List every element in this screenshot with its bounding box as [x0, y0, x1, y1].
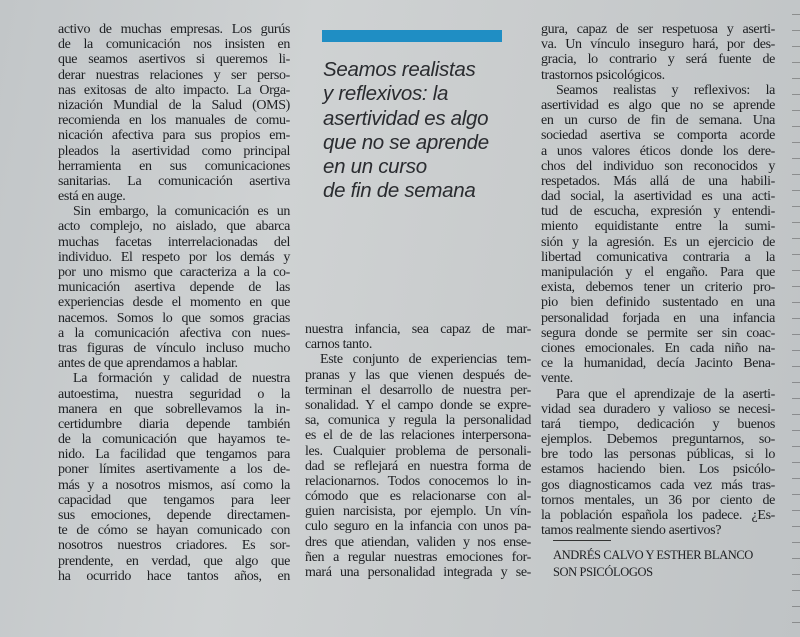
text-line: está en auge. — [58, 189, 126, 205]
text-line: miento equidistante entre la sumi- — [541, 219, 775, 235]
text-line: a unos valores éticos donde los dere- — [541, 143, 775, 159]
text-line: herramienta en sus comunicaciones — [58, 158, 290, 174]
text-line: pleados la asertividad como principal — [58, 143, 290, 159]
paragraph — [58, 22, 290, 204]
paragraph — [305, 352, 531, 580]
text-line: dres que atiendan, validen y nos ense- — [305, 534, 531, 550]
text-line: gracia, lo contrario y será fuente de — [541, 52, 775, 68]
text-line: antes de que aprendamos a hablar. — [58, 356, 238, 372]
text-line: pranas y las que vienen después de- — [305, 367, 531, 383]
text-line: relacionarnos. Todos conocemos lo in- — [305, 473, 531, 489]
text-line: sus emociones, depende directamen- — [58, 508, 290, 523]
text-line: poner límites asertivamente a los de- — [58, 462, 290, 478]
text-line: activo de muchas empresas. Los gurús — [58, 22, 290, 37]
text-line: derar nuestras relaciones y ser perso- — [58, 67, 290, 83]
text-line: nido. La facilidad que tengamos para — [58, 447, 290, 463]
text-line: La formación y calidad de nuestra — [73, 371, 290, 387]
text-line: por uno mismo que caracteriza a la co- — [58, 265, 290, 280]
paragraph — [58, 371, 290, 584]
text-line: gos diagnosticamos cada vez más tras- — [541, 477, 775, 493]
article-column-3 — [541, 22, 775, 538]
text-line: tamos realmente siendo asertivos? — [541, 523, 722, 539]
text-line: va. Un vínculo inseguro hará, por des- — [541, 37, 775, 53]
paragraph — [305, 322, 531, 352]
text-line: bre todo las personas públicas, si lo — [541, 447, 775, 463]
text-line: estamos haciendo bien. Los psicólo- — [541, 462, 775, 478]
text-line: ha ocurrido hace tantos años, en — [58, 568, 290, 584]
text-line: mará una personalidad integrada y se- — [305, 565, 531, 580]
pullquote-line: de fin de semana — [323, 179, 476, 203]
text-line: ejemplos. Debemos preguntarnos, so- — [541, 432, 775, 448]
paragraph — [541, 83, 775, 387]
text-line: nización Mundial de la Salud (OMS) — [58, 97, 290, 113]
article-column-1 — [58, 22, 290, 584]
text-line: ce la humanidad, decía Jacinto Bena- — [541, 356, 775, 372]
text-line: de la comunicación nos insisten en — [58, 37, 290, 53]
signature-divider — [553, 540, 611, 541]
text-line: tud de escucha, expresión y entendi- — [541, 204, 775, 220]
pullquote-line: asertividad es algo — [323, 106, 489, 130]
text-line: respetados. Más allá de una habili- — [541, 173, 775, 189]
text-line: gura, capaz de ser respetuosa y aserti- — [541, 22, 775, 37]
text-line: guien narcisista, por ejemplo. Un vín- — [305, 504, 531, 520]
text-line: tará tiempo, dedicación y buenos — [541, 416, 775, 432]
pullquote-line: que no se aprende — [323, 130, 489, 154]
author-signature — [553, 547, 753, 581]
text-line: en un curso de fin de semana. Una — [541, 113, 775, 129]
text-line: manera en que sobrellevamos la in- — [58, 401, 290, 417]
text-line: nuestra infancia, sea capaz de mar- — [305, 322, 531, 337]
text-line: muchas facetas interrelacionadas del — [58, 234, 290, 250]
text-line: Este conjunto de experiencias tem- — [320, 352, 531, 368]
text-line: exista, debemos tener un criterio pro- — [541, 280, 775, 296]
text-line: autoestima, nuestra seguridad o la — [58, 386, 290, 402]
text-line: municación asertiva depende de las — [58, 280, 290, 296]
text-line: a la comunicación afectiva con nues- — [58, 325, 290, 341]
text-line: libertad comunicativa contraria a la — [541, 249, 775, 265]
text-line: dad social, la asertividad es una acti- — [541, 189, 775, 205]
pullquote-line: Seamos realistas — [323, 58, 476, 81]
text-line: capacidad que tengamos para leer — [58, 492, 290, 508]
text-line: de la comunicación que hayamos te- — [58, 432, 290, 448]
text-line: cómodo que es relacionarse con al- — [305, 489, 531, 505]
text-line: la población española los padece. ¿Es- — [541, 508, 775, 523]
text-line: sa, comunica y regula la personalidad — [305, 413, 531, 429]
text-line: dad se reflejará en nuestra forma de — [305, 458, 531, 474]
pullquote-line: y reflexivos: la — [323, 82, 449, 106]
text-line: manipulación y el engaño. Para que — [541, 265, 775, 280]
text-line: sociedad asertiva se comporta acorde — [541, 128, 775, 144]
text-line: tras figuras de vínculo incluso mucho — [58, 340, 290, 356]
text-line: pio bien definido sustentado en una — [541, 295, 775, 311]
text-line: sión y la agresión. Es un ejercicio de — [541, 234, 775, 250]
text-line: prendente, en verdad, que algo que — [58, 553, 290, 569]
text-line: sanitarias. La comunicación asertiva — [58, 173, 290, 189]
text-line: vente. — [541, 371, 573, 387]
text-line: experiencias desde el momento en que — [58, 295, 290, 311]
text-line: acto complejo, no aislado, que abarca — [58, 219, 290, 235]
text-line: nacemos. Somos lo que somos gracias — [58, 310, 290, 326]
text-line: te de cómo se hayan comunicado con — [58, 523, 290, 539]
text-line: que seamos asertivos si queremos li- — [58, 52, 290, 68]
signature-authors: ANDRÉS CALVO Y ESTHER BLANCO — [553, 548, 753, 562]
article-column-2 — [305, 322, 531, 580]
text-line: nas exitosas de alto impacto. La Orga- — [58, 82, 290, 98]
text-line: carnos tanto. — [305, 337, 372, 353]
text-line: Sin embargo, la comunicación es un — [73, 204, 290, 220]
text-line: personalidad forjada en una infancia — [541, 310, 775, 326]
text-line: tornos mentales, un 36 por ciento de — [541, 492, 775, 508]
text-line: vidad sea duradero y valioso se necesi- — [541, 401, 775, 417]
pullquote — [323, 58, 523, 204]
paragraph — [541, 387, 775, 539]
paragraph — [58, 204, 290, 371]
text-line: ñen a regular nuestras emociones for- — [305, 549, 531, 565]
text-line: nicación afectiva para sus propios em- — [58, 128, 290, 144]
text-line: más y a nosotros mismos, así como la — [58, 477, 290, 493]
signature-role: SON PSICÓLOGOS — [553, 565, 653, 579]
text-line: chos del individuo son reconocidos y — [541, 158, 775, 174]
paragraph — [541, 22, 775, 83]
text-line: terminan el desarrollo de nuestra per- — [305, 382, 531, 398]
text-line: es el de de las relaciones interpersona- — [305, 428, 531, 444]
text-line: individuo. El respeto por los demás y — [58, 249, 290, 265]
pullquote-line: en un curso — [323, 155, 427, 179]
text-line: Seamos realistas y reflexivos: la — [556, 82, 775, 98]
text-line: nosotros nuestros criadores. Es sor- — [58, 538, 290, 554]
text-line: certidumbre diaria depende también — [58, 416, 290, 432]
text-line: recomienda en los manuales de comu- — [58, 113, 290, 129]
text-line: les. Cualquier problema de personali- — [305, 443, 531, 459]
text-line: culo seguro en la infancia con unos pa- — [305, 519, 531, 535]
text-line: sonalidad. Y el campo donde se expre- — [305, 397, 531, 413]
text-line: trastornos psicológicos. — [541, 67, 665, 83]
text-line: segura donde se permite ser sin coac- — [541, 325, 775, 341]
text-line: asertividad es algo que no se aprende — [541, 97, 775, 113]
pullquote-accent-bar — [322, 30, 502, 42]
text-line: ciones emocionales. En cada niño na- — [541, 340, 775, 356]
text-line: Para que el aprendizaje de la aserti- — [556, 386, 775, 402]
adjacent-column-edge — [792, 0, 800, 637]
